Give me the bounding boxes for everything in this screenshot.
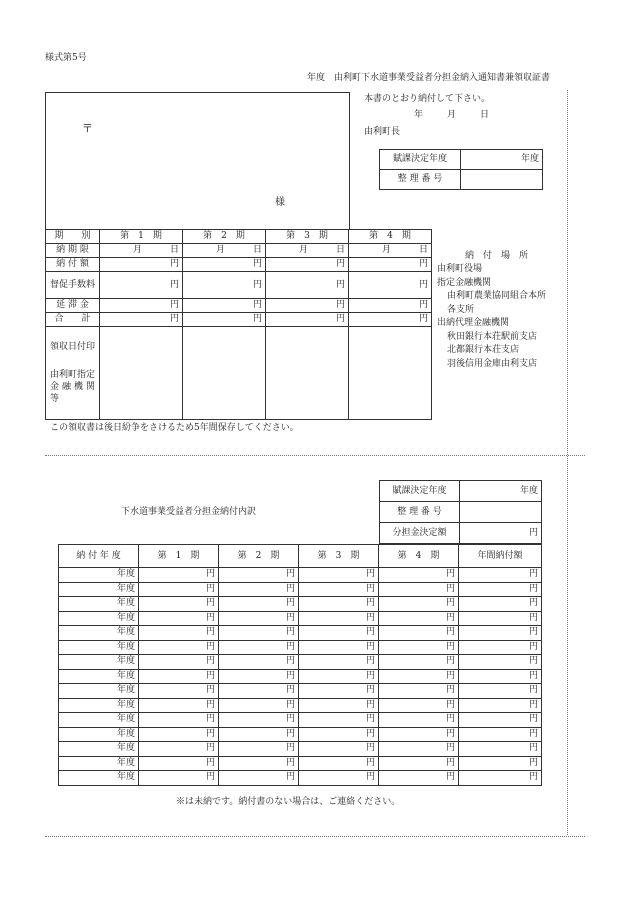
period-row xyxy=(46,230,432,244)
header-period-4: 第 4 期 xyxy=(379,545,459,568)
stamp-cell xyxy=(266,327,349,420)
total-label: 合 計 xyxy=(46,313,100,327)
period-1: 第 1 期 xyxy=(100,230,183,244)
yen-cell: 円 xyxy=(139,568,219,583)
amount-label: 納 付 額 xyxy=(46,258,100,272)
month-unit: 月 xyxy=(133,245,143,255)
fee-row xyxy=(46,272,432,299)
yen-cell: 円 xyxy=(219,640,299,655)
yen-cell: 円 xyxy=(219,713,299,728)
yen-cell: 円 xyxy=(379,771,459,786)
yen-cell: 円 xyxy=(459,640,542,655)
yen-cell: 円 xyxy=(139,611,219,626)
period-4: 第 4 期 xyxy=(349,230,432,244)
yen-cell: 円 xyxy=(139,640,219,655)
bank-label: 由利町指定金融機関 等 xyxy=(50,370,105,404)
yen-cell: 円 xyxy=(139,669,219,684)
yen-cell: 円 xyxy=(459,684,542,699)
postal-mark: 〒 xyxy=(82,122,93,135)
day-unit: 日 xyxy=(418,245,428,255)
table-row xyxy=(59,655,542,670)
table-row xyxy=(59,684,542,699)
year-cell: 年度 xyxy=(59,582,139,597)
yen-cell: 円 xyxy=(459,742,542,757)
yen-cell: 円 xyxy=(459,669,542,684)
yen-cell: 円 xyxy=(139,771,219,786)
month-unit: 月 xyxy=(299,245,309,255)
year-cell: 年度 xyxy=(59,597,139,612)
total-row xyxy=(46,313,432,327)
yen-cell: 円 xyxy=(299,640,379,655)
contribution-amount-label: 分担金決定額 xyxy=(380,523,460,544)
breakdown-header-row xyxy=(59,545,542,568)
yen-cell: 円 xyxy=(183,313,266,327)
yen-cell: 円 xyxy=(219,582,299,597)
payment-place-item: 羽後信用金庫由利支店 xyxy=(447,358,538,369)
yen-cell: 円 xyxy=(299,756,379,771)
period-2: 第 2 期 xyxy=(183,230,266,244)
year-cell: 年度 xyxy=(59,771,139,786)
yen-cell: 円 xyxy=(379,756,459,771)
table-row xyxy=(59,640,542,655)
payment-place-item: 北都銀行本荘支店 xyxy=(447,345,520,355)
amount-row xyxy=(46,258,432,272)
yen-cell: 円 xyxy=(299,698,379,713)
yen-cell: 円 xyxy=(219,684,299,699)
notice-info-table xyxy=(379,149,543,190)
table-row xyxy=(59,568,542,583)
yen-cell: 円 xyxy=(379,626,459,641)
table-row xyxy=(59,727,542,742)
yen-cell: 円 xyxy=(299,742,379,757)
yen-cell: 円 xyxy=(266,272,349,299)
yen-cell: 円 xyxy=(299,684,379,699)
yen-cell: 円 xyxy=(219,698,299,713)
late-fee-row xyxy=(46,299,432,313)
yen-cell: 円 xyxy=(266,299,349,313)
receipt-stamp-row xyxy=(46,327,432,420)
yen-cell: 円 xyxy=(219,669,299,684)
payment-place-item: 出納代理金融機関 xyxy=(437,318,510,328)
date-month: 月 xyxy=(447,110,457,120)
yen-cell: 円 xyxy=(379,597,459,612)
fee-label: 督促手数料 xyxy=(46,272,100,299)
period-label: 期 別 xyxy=(46,230,100,244)
table-row xyxy=(59,771,542,786)
stamp-cell xyxy=(100,327,183,420)
form-number: 様式第5号 xyxy=(45,53,87,63)
header-annual-total: 年間納付額 xyxy=(459,545,542,568)
yen-cell: 円 xyxy=(349,299,432,313)
receipt-stamp-label-cell xyxy=(46,327,105,420)
year-cell: 年度 xyxy=(59,684,139,699)
year-cell: 年度 xyxy=(59,640,139,655)
table-row xyxy=(59,582,542,597)
yen-cell: 円 xyxy=(379,568,459,583)
yen-cell: 円 xyxy=(219,742,299,757)
tax-year-label: 賦課決定年度 xyxy=(380,150,461,170)
yen-cell: 円 xyxy=(379,713,459,728)
year-cell: 年度 xyxy=(59,742,139,757)
reference-number-value xyxy=(461,170,543,190)
table-row xyxy=(59,597,542,612)
yen-cell: 円 xyxy=(459,582,542,597)
yen-cell: 円 xyxy=(349,272,432,299)
footer-note: ※は未納です。納付書のない場合は、ご連絡ください。 xyxy=(176,797,401,807)
yen-cell: 円 xyxy=(139,742,219,757)
yen-cell: 円 xyxy=(379,669,459,684)
cut-line-middle xyxy=(45,455,585,456)
yen-cell: 円 xyxy=(379,684,459,699)
payment-place-item: 由利町農業協同組合本所 xyxy=(447,291,547,301)
payment-instruction: 本書のとおり納付して下さい。 xyxy=(364,94,491,104)
yen-cell: 円 xyxy=(299,568,379,583)
due-date-cell xyxy=(266,244,349,258)
payment-place-item: 各支所 xyxy=(447,304,475,315)
table-row xyxy=(59,611,542,626)
contribution-amount-value: 円 xyxy=(460,523,542,544)
yen-cell: 円 xyxy=(219,727,299,742)
year-cell: 年度 xyxy=(59,727,139,742)
yen-cell: 円 xyxy=(219,756,299,771)
yen-cell: 円 xyxy=(299,713,379,728)
header-period-2: 第 2 期 xyxy=(219,545,299,568)
stamp-cell xyxy=(349,327,432,420)
breakdown-info-table xyxy=(379,480,542,544)
table-row xyxy=(59,669,542,684)
header-period-3: 第 3 期 xyxy=(299,545,379,568)
reference-number-label: 整 理 番 号 xyxy=(380,170,461,190)
table-row xyxy=(59,713,542,728)
yen-cell: 円 xyxy=(379,655,459,670)
yen-cell: 円 xyxy=(349,313,432,327)
year-cell: 年度 xyxy=(59,756,139,771)
yen-cell: 円 xyxy=(459,771,542,786)
month-unit: 月 xyxy=(382,245,392,255)
yen-cell: 円 xyxy=(379,640,459,655)
stamp-cell xyxy=(183,327,266,420)
yen-cell: 円 xyxy=(139,597,219,612)
yen-cell: 円 xyxy=(299,597,379,612)
year-cell: 年度 xyxy=(59,698,139,713)
table-row xyxy=(59,698,542,713)
breakdown-title: 下水道事業受益者分担金納付内訳 xyxy=(121,507,257,517)
address-box xyxy=(45,92,350,230)
year-cell: 年度 xyxy=(59,713,139,728)
date-day: 日 xyxy=(480,110,490,120)
breakdown-tax-year-value: 年度 xyxy=(460,481,542,502)
yen-cell: 円 xyxy=(379,742,459,757)
yen-cell: 円 xyxy=(266,258,349,272)
yen-cell: 円 xyxy=(299,582,379,597)
due-date-cell xyxy=(183,244,266,258)
payment-places-title: 納 付 場 所 xyxy=(465,251,529,261)
yen-cell: 円 xyxy=(459,756,542,771)
yen-cell: 円 xyxy=(299,611,379,626)
yen-cell: 円 xyxy=(219,655,299,670)
yen-cell: 円 xyxy=(219,611,299,626)
yen-cell: 円 xyxy=(183,272,266,299)
yen-cell: 円 xyxy=(139,713,219,728)
day-unit: 日 xyxy=(252,245,262,255)
due-date-cell xyxy=(100,244,183,258)
header-period-1: 第 1 期 xyxy=(139,545,219,568)
day-unit: 日 xyxy=(335,245,345,255)
yen-cell: 円 xyxy=(299,727,379,742)
header-payment-year: 納 付 年 度 xyxy=(59,545,139,568)
yen-cell: 円 xyxy=(139,727,219,742)
yen-cell: 円 xyxy=(139,756,219,771)
yen-cell: 円 xyxy=(139,582,219,597)
receipt-date-stamp-label: 領収日付印 xyxy=(50,342,96,352)
breakdown-reference-number-value xyxy=(460,502,542,523)
breakdown-reference-number-label: 整 理 番 号 xyxy=(380,502,460,523)
payment-place-item: 指定金融機関 xyxy=(437,277,492,288)
yen-cell: 円 xyxy=(459,727,542,742)
tax-year-value: 年度 xyxy=(461,150,543,170)
yen-cell: 円 xyxy=(183,258,266,272)
due-date-cell xyxy=(349,244,432,258)
yen-cell: 円 xyxy=(219,626,299,641)
cut-line-vertical xyxy=(567,90,568,835)
yen-cell: 円 xyxy=(299,655,379,670)
year-cell: 年度 xyxy=(59,611,139,626)
breakdown-body xyxy=(59,545,542,786)
yen-cell: 円 xyxy=(379,727,459,742)
table-row xyxy=(59,742,542,757)
yen-cell: 円 xyxy=(299,771,379,786)
retention-note: この領収書は後日紛争をさけるため5年間保存してください。 xyxy=(50,423,299,433)
yen-cell: 円 xyxy=(459,713,542,728)
yen-cell: 円 xyxy=(100,258,183,272)
table-row xyxy=(59,626,542,641)
issuer: 由利町長 xyxy=(364,127,401,137)
due-date-row xyxy=(46,244,432,258)
yen-cell: 円 xyxy=(459,597,542,612)
yen-cell: 円 xyxy=(219,771,299,786)
yen-cell: 円 xyxy=(379,582,459,597)
month-unit: 月 xyxy=(216,245,226,255)
yen-cell: 円 xyxy=(459,655,542,670)
yen-cell: 円 xyxy=(459,626,542,641)
yen-cell: 円 xyxy=(100,299,183,313)
year-cell: 年度 xyxy=(59,626,139,641)
yen-cell: 円 xyxy=(459,568,542,583)
year-cell: 年度 xyxy=(59,568,139,583)
late-fee-label: 延 滞 金 xyxy=(46,299,100,313)
yen-cell: 円 xyxy=(139,698,219,713)
yen-cell: 円 xyxy=(299,669,379,684)
yen-cell: 円 xyxy=(459,611,542,626)
breakdown-tax-year-label: 賦課決定年度 xyxy=(380,481,460,502)
yen-cell: 円 xyxy=(100,272,183,299)
yen-cell: 円 xyxy=(379,611,459,626)
due-date-label: 納 期 限 xyxy=(46,244,100,258)
yen-cell: 円 xyxy=(299,626,379,641)
yen-cell: 円 xyxy=(100,313,183,327)
cut-line-bottom xyxy=(45,836,585,837)
yen-cell: 円 xyxy=(379,698,459,713)
breakdown-table xyxy=(58,544,542,786)
yen-cell: 円 xyxy=(139,684,219,699)
day-unit: 日 xyxy=(169,245,179,255)
table-row xyxy=(59,756,542,771)
payment-place-item: 由利町役場 xyxy=(437,264,483,274)
addressee-suffix: 様 xyxy=(275,197,285,208)
yen-cell: 円 xyxy=(266,313,349,327)
payment-table xyxy=(45,229,432,420)
yen-cell: 円 xyxy=(459,698,542,713)
yen-cell: 円 xyxy=(139,626,219,641)
period-3: 第 3 期 xyxy=(266,230,349,244)
year-cell: 年度 xyxy=(59,655,139,670)
yen-cell: 円 xyxy=(219,597,299,612)
year-cell: 年度 xyxy=(59,669,139,684)
document-title: 年度 由利町下水道事業受益者分担金納入通知書兼領収証書 xyxy=(307,73,551,83)
yen-cell: 円 xyxy=(219,568,299,583)
payment-place-item: 秋田銀行本荘駅前支店 xyxy=(447,331,538,342)
yen-cell: 円 xyxy=(139,655,219,670)
yen-cell: 円 xyxy=(349,258,432,272)
yen-cell: 円 xyxy=(183,299,266,313)
date-year: 年 xyxy=(414,110,424,120)
